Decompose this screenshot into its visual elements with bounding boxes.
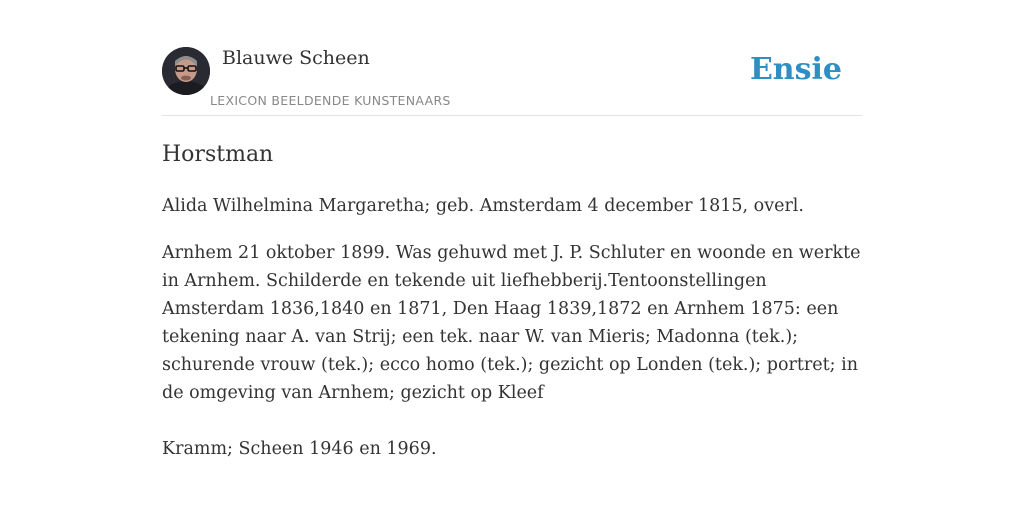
author-name[interactable]: Blauwe Scheen [222, 47, 370, 69]
author-header [162, 46, 862, 116]
author-subtitle[interactable]: LEXICON BEELDENDE KUNSTENAARS [210, 93, 451, 108]
author-avatar[interactable] [162, 47, 210, 95]
person-photo-icon [162, 47, 210, 95]
article-paragraph: Arnhem 21 oktober 1899. Was gehuwd met J. P. Schluter en woonde en werkte in Arnhem. Schilderde en tekende uit liefhebberij.Tentoonstellingen Amsterdam 1836,1840 en 1871, Den Haag 1839,1872 en Arnhem 1875: een tekening naar A. van Strij; een tek. naar W. van Mieris; Madonna (tek.); schurende vrouw (tek.); ecco homo (tek.); gezicht op Londen (tek.); portret; in de omgeving van Arnhem; gezicht op Kleef [162, 243, 861, 403]
ensie-logo[interactable]: Ensie [749, 52, 842, 87]
article-paragraph: Alida Wilhelmina Margaretha; geb. Amsterdam 4 december 1815, overl. [162, 196, 804, 216]
page-title: Horstman [162, 142, 274, 167]
article-paragraph: Kramm; Scheen 1946 en 1969. [162, 439, 437, 459]
